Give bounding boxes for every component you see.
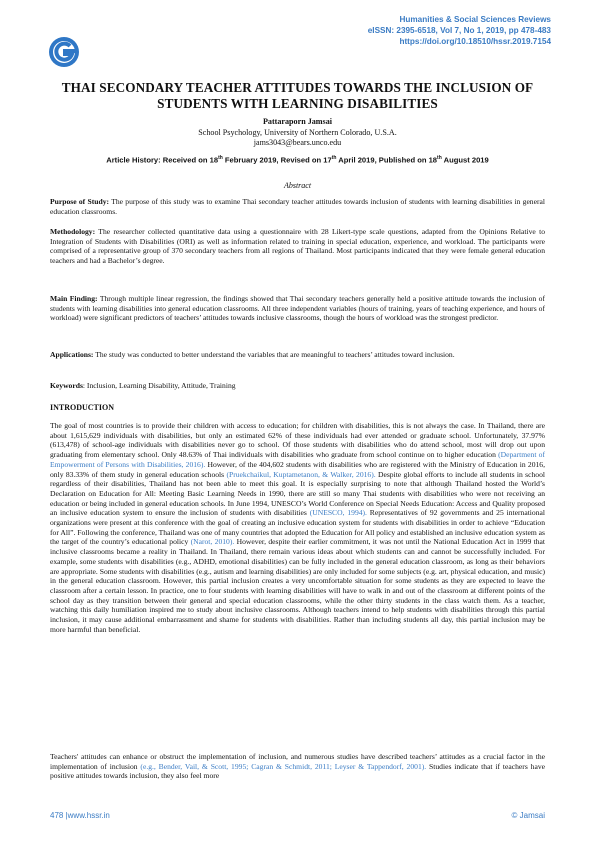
methodology-label: Methodology: <box>50 227 96 236</box>
history-sup: th <box>218 155 223 161</box>
main-finding-paragraph <box>50 294 545 323</box>
intro-text: However, of the 404,602 students with disabilities who are registered with the Ministry of Education in 2016, only 83.33% of them study in general education schools <box>50 459 545 479</box>
intro-text: However, despite their earlier commitment, it was not until the National Education Act in 1999 that inclusive classrooms became a reality in Thailand. In Thailand, there remain various ideas about which students can and cannot be successfully included. For example, some students with disabilities (e.g., ADHD, emotional disabilities) can be fully included in the general education classroom, as long as their behaviors are appropriate. Some students with disabilities (e.g., autism and learning disabilities) are only included for some subjects (e.g. art, physical education, and music) in the general education classroom. However, this partial inclusion creates a very uncomfortable situation for some students as they are expected to leave the classroom after a certain lesson. In practice, one to four students with learning disabilities will have to walk in and out of the classroom at different points of the school day as they transition between their general and special education classrooms, while the other thirty students in the class watch them. As a teacher, watching this daily humiliation inspired me to study about inclusive classrooms. Although teachers intend to help students with disabilities through this partial inclusion, it may cause additional embarrassment and shame for students with disabilities. Rather than including students all day, this partial inclusion may be more harmful than beneficial. <box>50 537 545 634</box>
abstract-heading: Abstract <box>283 181 312 190</box>
keywords-text: : Inclusion, Learning Disability, Attitude, Training <box>82 381 236 390</box>
introduction-heading: INTRODUCTION <box>50 403 115 412</box>
article-history <box>0 155 595 165</box>
citation-link[interactable]: (Pruekchaikul, Kuptametanon, & Walker, 2016). <box>226 469 376 479</box>
footer-copyright: © Jamsai <box>511 811 545 820</box>
keywords-label: Keywords <box>50 381 83 390</box>
purpose-text: The purpose of this study was to examine Thai secondary teacher attitudes towards inclusion of students with learning disabilities in general education classrooms. <box>50 197 545 216</box>
issn-line: eISSN: 2395-6518, Vol 7, No 1, 2019, pp 478-483 <box>367 26 551 35</box>
main-finding-label: Main Finding: <box>50 294 98 303</box>
intro-paragraph-2 <box>50 752 545 781</box>
author-affiliation: School Psychology, University of Northern Colorado, U.S.A. <box>198 127 397 137</box>
citation-link[interactable]: (e.g., Bender, Vail, & Scott, 1995; Cagran & Schmidt, 2011; Leyser & Tappendorf, 2001). <box>140 761 427 771</box>
author-name: Pattaraporn Jamsai <box>262 117 332 126</box>
paper-title: THAI SECONDARY TEACHER ATTITUDES TOWARDS THE INCLUSION OF STUDENTS WITH LEARNING DISABILITIES <box>61 80 534 111</box>
history-text: February 2019, Revised on 17 <box>222 155 332 165</box>
keywords-paragraph <box>50 381 545 391</box>
journal-header <box>368 14 551 47</box>
doi-link[interactable]: https://doi.org/10.18510/hssr.2019.7154 <box>399 37 551 46</box>
purpose-paragraph <box>50 197 545 216</box>
intro-text: Despite global efforts to include all students in school regardless of their disabilities, Thailand has not been able to meet this goal. It is especially surprising to note that although Thailand hosted the World’s Declaration on Education for All: Meeting Basic Learning Needs in 1990, there are still so many Thai students with disabilities who were not receiving an education or being included in general education schools. In June 1994, UNESCO’s World Conference on Special Needs Education: Access and Quality proposed an inclusive education system to ensure the inclusion of students with disabilities <box>50 469 546 518</box>
citation-link[interactable]: (Department of Empowerment of Persons with Disabilities, 2016). <box>50 450 545 469</box>
author-block <box>0 117 595 149</box>
methodology-text: The researcher collected quantitative data using a questionnaire with 28 Likert-type scale questions, adapted from the Opinions Relative to Integration of Students with Disabilities (ORI) as well as information related to training in special education, experience, and workload. The participants were comprised of a representative group of 370 secondary teachers from all regions of Thailand. Most participants indicated that they were female general education teachers and had a Bachelor’s degree. <box>50 227 545 266</box>
citation-link[interactable]: (Narot, 2010). <box>190 537 235 547</box>
history-text: Article History: Received on 18 <box>106 155 219 165</box>
intro-text: The goal of most countries is to provide their children with access to education; for children with disabilities, this is not always the case. In Thailand, there are about 1,615,629 individuals with disabilities, but only an estimated 62% of these individuals had ever attended or graduate school. Unfortunately, 37.97% (613,478) of school-age individuals with disabilities never go to school. Of those students with disabilities who do attend school, most will drop out upon graduating from elementary school. Only 48.63% of Thai individuals with disabilities who graduate from school continue on to higher education <box>50 421 545 460</box>
intro-text: Teachers' attitudes can enhance or obstruct the implementation of inclusion, and numerous studies have described teachers’ attitudes as a crucial factor in the implementation of inclusion <box>50 752 545 771</box>
applications-label: Applications: <box>50 350 94 359</box>
applications-paragraph <box>50 350 545 360</box>
main-finding-text: Through multiple linear regression, the findings showed that Thai secondary teachers generally held a positive attitude towards the inclusion of students with learning disabilities into general education classrooms. All three independent variables (hours of training, years of teaching experience, and hours of workload) were significant predictors of teachers’ attitudes towards inclusive classrooms, though the hours of workload was the strongest predictor. <box>50 294 545 323</box>
author-email[interactable]: jams3043@bears.unco.edu <box>253 138 342 147</box>
history-sup: th <box>331 155 337 161</box>
citation-link[interactable]: (UNESCO, 1994). <box>309 508 367 518</box>
applications-text: The study was conducted to better understand the variables that are meaningful to teachers’ attitudes toward inclusion. <box>93 350 455 359</box>
journal-logo-icon <box>48 36 80 68</box>
history-text: April 2019, Published on 18 <box>336 155 438 165</box>
methodology-paragraph <box>50 227 545 266</box>
purpose-label: Purpose of Study: <box>50 197 110 206</box>
intro-paragraph-1 <box>50 421 545 634</box>
intro-text: Representatives of 92 governments and 25 international organizations were present at this conference with the goal of creating an inclusive education system for students with disabilities in order to achieve “Education for All”. Following the conference, Thailand was one of many countries that adopted the Education for All policy and established an inclusive education system as the target of the country’s educational policy <box>50 508 545 547</box>
intro-text: Studies indicate that if teachers have positive attitudes towards inclusion, they also feel more <box>50 761 545 781</box>
journal-name: Humanities & Social Sciences Reviews <box>399 15 551 24</box>
history-text: August 2019 <box>441 155 489 165</box>
footer-page-link[interactable]: 478 |www.hssr.in <box>50 811 110 820</box>
history-sup: th <box>437 155 442 161</box>
